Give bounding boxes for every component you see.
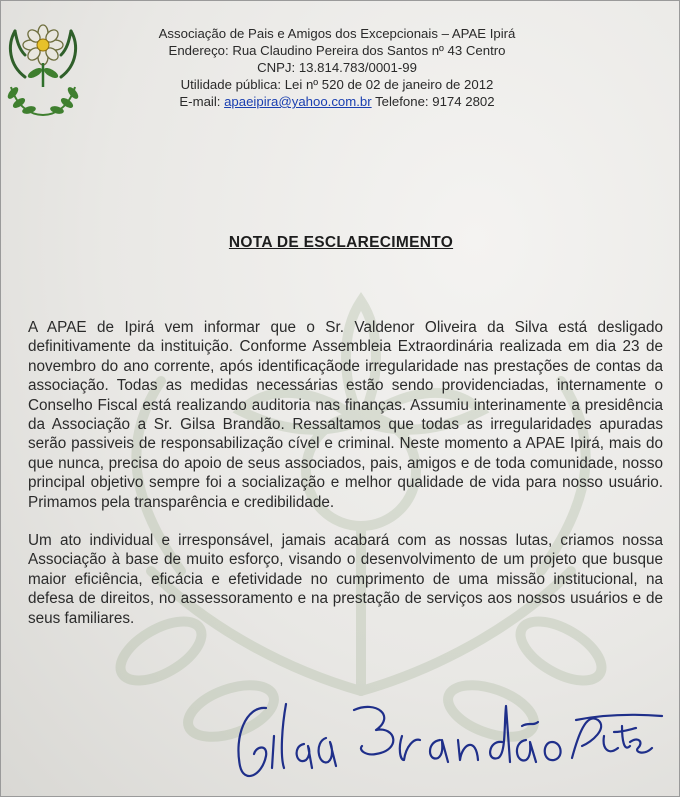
address-line: Endereço: Rua Claudino Pereira dos Santos nº 43 Centro	[168, 43, 506, 58]
public-utility-line: Utilidade pública: Lei nº 520 de 02 de janeiro de 2012	[180, 77, 494, 92]
email-link[interactable]: apaeipira@yahoo.com.br	[224, 94, 372, 109]
page-title	[1, 234, 680, 252]
letter-body	[28, 318, 663, 628]
letterhead	[97, 25, 577, 110]
handwritten-signature	[226, 696, 666, 791]
phone-text: Telefone: 9174 2802	[375, 94, 495, 109]
cnpj-line: CNPJ: 13.814.783/0001-99	[257, 60, 417, 75]
paragraph-1: A APAE de Ipirá vem informar que o Sr. Valdenor Oliveira da Silva está desligado definitivamente da instituição. Conforme Assembleia Extraordinária realizada em dia 23 de novembro do ano corrente, após identificaçãode irregularidade nas prestações de contas da associação. Todas as medidas necessárias estão sendo providenciadas, internamente o Conselho Fiscal está realizando auditoria nas finanças. Assumiu interinamente a presidência da Associação a Sr. Gilsa Brandão. Ressaltamos que todas as irregularidades apuradas serão passiveis de responsabilização cível e criminal. Neste momento a APAE Ipirá, mais do que nunca, precisa do apoio de seus associados, pais, amigos e de toda comunidade, nosso principal objetivo sempre foi a socialização e melhor qualidade de vida para nosso usuário. Primamos pela transparência e credibilidade.	[28, 319, 663, 511]
email-label: E-mail:	[179, 94, 221, 109]
organization-name: Associação de Pais e Amigos dos Excepcionais – APAE Ipirá	[158, 26, 516, 41]
paragraph-2: Um ato individual e irresponsável, jamais acabará com as nossas lutas, criamos nossa Associação à base de muito esforço, visando o desenvolvimento de um projeto que busque maior eficiência, eficácia e efetividade no cumprimento de uma missão institucional, na defesa de direitos, no assessoramento e na prestação de serviços aos nossos usuários e de seus familiares.	[28, 532, 663, 627]
title-text: NOTA DE ESCLARECIMENTO	[228, 234, 454, 251]
apae-logo	[3, 21, 83, 121]
contact-line	[97, 93, 577, 110]
